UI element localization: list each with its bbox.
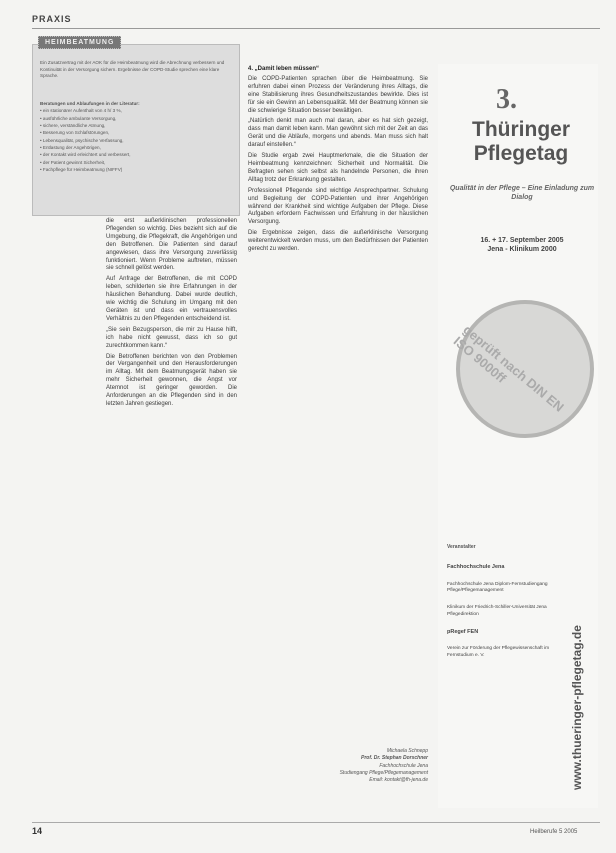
sponsor-label: Veranstalter [447, 544, 476, 550]
ad-subtitle: Qualität in der Pflege – Eine Einladung zum Dialog [449, 185, 595, 202]
article-middle-column [248, 66, 428, 257]
info-box-list-title: Beratungen und Ablaufungen in der Literatur: [40, 101, 140, 106]
ad-title-line: Pflegetag [473, 142, 569, 166]
paragraph: Die Ergebnisse zeigen, dass die außerklinische Versorgung weiterentwickelt werden muss, um den Bedürfnissen der Patienten gerecht zu werden. [248, 230, 428, 253]
author-name: Michaela Schnepp [386, 748, 428, 754]
ad-title [446, 118, 596, 166]
ad-url: www.thueringer-pflegetag.de [570, 625, 584, 790]
page-number: 14 [32, 826, 43, 836]
paragraph: Auf Anfrage der Betroffenen, die mit COPD leben, schilderten sie ihre Erfahrungen in der häuslichen Behandlung. Dabei wurde deutlich, wie wichtig die Schulung im Umgang mit den Geräten ist und dass ein vertrauensvolles Verhältnis zu den Pflegenden entscheidend ist. [106, 276, 237, 322]
paragraph: Die COPD-Patienten sprachen über die Heimbeatmung. Sie erfuhren dabei einen Prozess der Veränderung ihres Alltags, die eine Stabilisierung ihres Gesundheitszustandes bewirkte. Dies ist für sie ein Gewinn an Lebensqualität. Mit der Beatmung können sie die schwierige Situation besser bewältigen. [248, 75, 428, 114]
header-divider [32, 28, 600, 29]
list-item: • Lebensqualität, psychische Verfassung, [40, 137, 124, 143]
quote-paragraph: „Sie sein Bezugsperson, die mir zu Hause hilft, ich habe nicht gewusst, dass ich so gut zurechtkommen kann.“ [106, 326, 237, 349]
ad-location: Jena - Klinikum 2000 [487, 246, 557, 254]
article-left-column [106, 218, 237, 412]
paragraph: Die Studie ergab zwei Hauptmerkmale, die die Situation der Heimbeatmung kennzeichnen: Sicherheit und Normalität. Die Befragten sehen sich selbst als handelnde Personen, die ihren Alltag trotz der Erkrankung gestalten. [248, 153, 428, 183]
author-signature [300, 748, 428, 784]
list-item: • der Patient gewinnt Sicherheit, [40, 159, 106, 165]
info-box-intro: Ein Zusatzvertrag mit der AOK für die Heimbeatmung wird die Abrechnung verbessern und Kontinuität in der Versorgung sichern. Ergebnisse der COPD-Studie sprechen eine klare Sprache. [40, 60, 225, 79]
list-item: • sichere, verständliche Atmung, [40, 123, 106, 129]
sponsor-logo: Fachhochschule Jena [447, 564, 505, 570]
ad-date-text: 16. + 17. September 2005 [480, 237, 564, 244]
issue-label: Heilberufe 5 2005 [530, 829, 578, 835]
sponsor-item: Fachhochschule Jena Diplom-Fernstudiengang Pflege/Pflegemanagement [447, 581, 548, 594]
list-item: • ausführliche ambulante Versorgung, [40, 115, 117, 121]
paragraph: Professionell Pflegende sind wichtige Ansprechpartner. Schulung und Begleitung der COPD-Patienten und ihrer Angehörigen während der Krankheit sind wichtige Aufgaben der Pflege. Diese Aufgaben erfordern Fachwissen und Erfahrung in der häuslichen Versorgung. [248, 187, 428, 226]
list-item: • Entlastung der Angehörigen, [40, 145, 101, 151]
sponsor-list [447, 564, 557, 670]
list-item: • ein stationärer Aufenthalt von 4 h/ 3 %, [40, 108, 122, 114]
paragraph: „Natürlich denkt man auch mal daran, aber es hat sich gezeigt, dass man damit leben kann. Man gewöhnt sich mit der Zeit an das Gerät und die Abläufe, morgens und abends. Man muss sich halt darauf einstellen.“ [248, 118, 428, 149]
footer-divider [32, 822, 600, 823]
list-item: • Fachpflege für Heimbeatmung (NIFFV) [40, 167, 123, 173]
sponsor-item: Verein zur Förderung der Pflegewissenschaft im Fernstudium e. V. [447, 646, 550, 658]
list-item: • Besserung von Schlafstörungen, [40, 130, 110, 136]
paragraph: die erst außerklinischen professionellen Pflegenden so wichtig. Dies bezieht sich auf die Umgebung, die Pflegekraft, die Angehörigen und den Betroffenen. Die Patienten sind darauf angewiesen, dass ihre Versorgung zuverlässig funktioniert. Wenn Probleme auftreten, müssen sie schnell gelöst werden. [106, 218, 237, 272]
author-email: Email: kontakt@fh-jena.de [369, 777, 428, 783]
section-header: PRAXIS [32, 14, 72, 24]
sponsor-item: Klinikum der Friedrich-Schiller-Universität Jena Pflegedirektion [447, 605, 547, 617]
section-heading: 4. „Damit leben müssen“ [248, 66, 320, 72]
sponsor-item: pRegef FEN [447, 628, 479, 635]
info-box-tag: HEIMBEATMUNG [38, 36, 121, 49]
ad-date [448, 236, 596, 254]
author-affiliation: Fachhochschule Jena [379, 762, 428, 769]
author-affiliation: Studiengang Pflege/Pflegemanagement [339, 769, 428, 776]
certification-seal: geprüft nach DIN EN ISO 9000ff [450, 322, 567, 415]
info-box-list [40, 100, 236, 173]
paragraph: Die Betroffenen berichten von den Problemen der Vergangenheit und den Herausforderungen im Alltag. Mit dem Beatmungsgerät haben sie mehr Sicherheit gewonnen, die Angst vor Atemnot ist geringer geworden. Die Anforderungen an die Pflegenden sind in den letzten Jahren gestiegen. [106, 353, 237, 407]
ad-title-line: Thüringer [472, 118, 570, 141]
author-name: Prof. Dr. Stephan Dorschner [361, 755, 428, 762]
ad-edition-number: 3. [496, 84, 517, 115]
list-item: • der Kontakt wird erleichtert und verbessert, [40, 152, 131, 158]
